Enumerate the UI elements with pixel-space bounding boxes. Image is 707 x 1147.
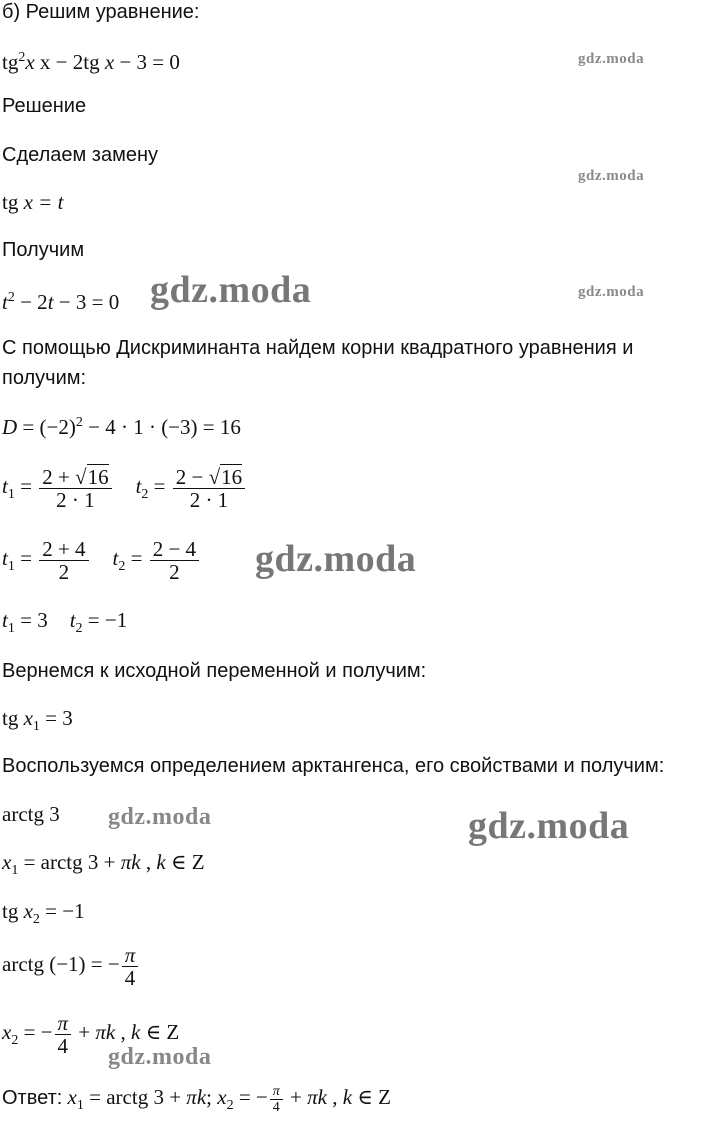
final-answer: Ответ: $x_1$ = arctg 3 + πk; $x_2$ = − $\frac{\pi}{4}$ + πk , k ∈ Z [2,1083,391,1115]
watermark-logo: gdz.moda [468,805,630,847]
x2-solution: $x_2$ = − $\frac{\pi}{4}$ + πk , k ∈ Z [2,1010,180,1058]
watermark-logo: gdz.moda [578,284,645,300]
roots-formula: $t_1$ = $\frac{2 + √16}{2 \cdot 1}$ $t_2$ = $\frac{2 - √16}{2 \cdot 1}$ [2,462,247,519]
watermark-logo: gdz.moda [255,538,417,580]
discriminant-text-2: получим: [2,367,87,389]
arctg-minus-one: arctg (−1) = − $\frac{\pi}{4}$ [2,940,140,989]
watermark-logo: gdz.moda [578,168,645,184]
equation-original: $tg^2x$ x − 2tg x − 3 = 0 [2,50,180,74]
roots-values: $t_1 = 3$ $t_2 = -1$ [2,608,128,637]
quadratic-equation: $t^2 - 2t - 3 = 0$ [2,290,120,314]
obtain-text: Получим [2,239,85,261]
watermark-logo: gdz.moda [578,51,645,67]
watermark-logo: gdz.moda [108,1044,212,1070]
watermark-logo: gdz.moda [150,269,312,311]
discriminant-equation: $D = (-2)^2 - 4 \cdot 1 \cdot (-3) = 16$ [2,415,241,439]
x1-solution: $x_1$ = arctg 3 + πk , k ∈ Z [2,850,205,879]
tg-x2-equation: tg $x_2 = -1$ [2,899,85,928]
return-variable-text: Вернемся к исходной переменной и получим: [2,660,427,682]
substitution-text: Сделаем замену [2,144,159,166]
arctangent-text: Воспользуемся определением арктангенса, его свойствами и получим: [2,755,665,777]
substitution-equation: tg x = t [2,190,64,214]
watermark-logo: gdz.moda [108,804,212,830]
task-heading: б) Решим уравнение: [2,1,200,23]
arctg-3: arctg 3 [2,802,60,826]
roots-computed: $t_1$ = $\frac{2 + 4}{2}$ $t_2$ = $\frac{2 - 4}{2}$ [2,534,201,591]
solution-heading: Решение [2,95,87,117]
tg-x1-equation: tg $x_1 = 3$ [2,706,73,735]
discriminant-text-1: С помощью Дискриминанта найдем корни квадратного уравнения и [2,337,634,359]
